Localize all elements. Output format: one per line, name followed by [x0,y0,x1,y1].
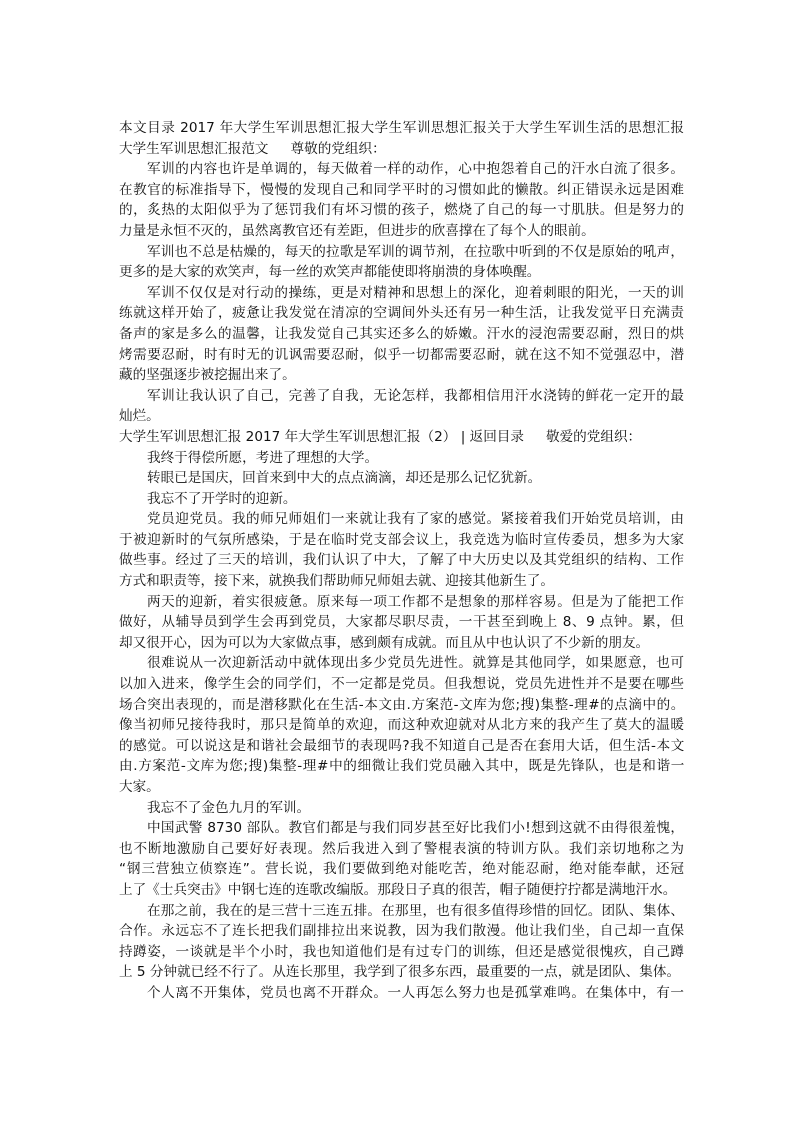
text-line: 于被迎新时的气氛所感染，于是在临时党支部会议上，我竞选为临时宣传委员，想多为大家 [119,531,684,548]
text-line: 持蹲姿，一谈就是半个小时，我也知道他们是有过专门的训练，但还是感觉很愧疚，自己蹲 [119,943,684,960]
text-line: 以加入进来，像学生会的同学们，不一定都是党员。但我想说，党员先进性并不是要在哪些 [119,676,684,693]
paragraph [119,159,684,241]
text-line: 大家。 [119,779,160,795]
paragraph [119,901,684,983]
section-title: 大学生军训思想汇报 2017 年大学生军训思想汇报（2） [119,428,457,445]
text-line: 在教官的标准指导下，慢慢的发现自己和同学平时的习惯如此的懒散。纠正错误永远是困难 [119,181,684,198]
text-line: 更多的是大家的欢笑声，每一丝的欢笑声都能使即将崩溃的身体唤醒。 [119,264,541,281]
back-to-contents-link[interactable]: 返回目录 [469,428,524,445]
text-line: 中国武警 8730 部队。教官们都是与我们同岁甚至好比我们小!想到这就不由得很羞愧， [147,820,684,837]
text-line: 上了《士兵突击》中钢七连的连歌改编版。那段日子真的很苦，帽子随便拧拧都是满地汗水。 [119,881,677,898]
paragraph [119,983,684,1004]
header-line: 本文目录 2017 年大学生军训思想汇报大学生军训思想汇报关于大学生军训生活的思想汇报 [119,120,684,136]
text-line: 由.方案范-文库为您;搜)集整-理#中的细微让我们党员融入其中，既是先锋队，也是和谐一 [119,758,684,775]
text-line: 军训让我认识了自己，完善了自我，无论怎样，我都相信用汗水浇铸的鲜花一定开的最 [147,387,684,404]
text-line: 的感觉。可以说这是和谐社会最细节的表现吗?我不知道自己是否在套用大话，但生活-本文 [119,737,684,754]
paragraph [119,242,684,283]
header-line [119,139,684,160]
text-line: 做好，从辅导员到学生会再到党员，大家都尽职尽责，一干甚至到晚上 8、9 点钟。累，但 [119,614,684,631]
paragraph [119,818,684,900]
text-line: “钢三营独立侦察连”。营长说，我们要做到绝对能吃苦，绝对能忍耐，绝对能奉献，还冠 [119,861,684,878]
text-line: 却又很开心，因为可以为大家做点事，感到颇有成就。而且从中也认识了不少新的朋友。 [119,634,650,651]
salutation: 敬爱的党组织： [545,428,642,445]
text-line: 转眼已是国庆，回首来到中大的点点滴滴，却还是那么记忆犹新。 [147,470,542,487]
text-line: 力量是永恒不灭的，虽然离教官还有差距，但进步的欣喜撑在了每个人的眼前。 [119,222,595,239]
text-line: 备声的家是多么的温馨，让我发觉自己其实还多么的娇嫩。汗水的浸泡需要忍耐，烈日的烘 [119,325,684,342]
paragraph [119,509,684,591]
paragraph [119,283,684,386]
text-line: 军训也不总是枯燥的，每天的拉歌是军训的调节剂，在拉歌中听到的不仅是原始的吼声， [147,243,684,260]
text-line: 两天的迎新，着实很疲惫。原来每一项工作都不是想象的那样容易。但是为了能把工作 [147,593,684,610]
text-line: 灿烂。 [119,408,160,425]
text-line: 党员迎党员。我的师兄师姐们一来就让我有了家的感觉。紧接着我们开始党员培训，由 [147,511,684,528]
text-line: 做些事。经过了三天的培训，我们认识了中大，了解了中大历史以及其党组织的结构、工作 [119,552,684,569]
paragraph [119,653,684,797]
text-line: 上 5 分钟就已经不行了。从连长那里，我学到了很多东西，最重要的一点，就是团队、集体。 [119,964,681,981]
text-line: 像当初师兄接待我时，那只是简单的欢迎，而这种欢迎就对从北方来的我产生了莫大的温暖 [119,717,684,734]
text-line: 我终于得偿所愿，考进了理想的大学。 [147,449,379,466]
text-line: 我忘不了开学时的迎新。 [147,490,297,507]
text-line: 的，炙热的太阳似乎为了惩罚我们有坏习惯的孩子，燃烧了自己的每一寸肌肤。但是努力的 [119,202,684,219]
separator: | [460,428,466,445]
text-line: 方式和职责等，接下来，就换我们帮助师兄师姐去就、迎接其他新生了。 [119,573,554,590]
text-line: 很难说从一次迎新活动中就体现出多少党员先进性。就算是其他同学，如果愿意，也可 [147,655,684,672]
text-line: 军训的内容也许是单调的，每天做着一样的动作，心中抱怨着自己的汗水白流了很多。 [147,161,684,178]
text-line: 也不断地激励自己要好好表现。然后我进入到了警棍表演的特训方队。我们亲切地称之为 [119,840,684,857]
text-line: 练就这样开始了，疲惫让我发觉在清凉的空调间外头还有另一种生活，让我发觉平日充满责 [119,305,684,322]
text-line: 在那之前，我在的是三营十三连五排。在那里，也有很多值得珍惜的回忆。团队、集体、 [147,902,684,919]
doc-title: 大学生军训思想汇报范文 [119,140,269,157]
salutation: 尊敬的党组织： [290,140,386,157]
text-line: 合作。永远忘不了连长把我们副排拉出来说教，因为我们散漫。他让我们坐，自己却一直保 [119,923,684,940]
section-header [119,427,684,448]
text-line: 我忘不了金色九月的军训。 [147,799,311,816]
text-line: 场合突出表现的，而是潜移默化在生活-本文由.方案范-文库为您;搜)集整-理#的点滴中的。 [119,696,684,713]
text-line: 军训不仅仅是对行动的操练，更是对精神和思想上的深化，迎着刺眼的阳光，一天的训 [147,284,684,301]
text-line: 烤需要忍耐，时有时无的讥讽需要忍耐，似乎一切都需要忍耐，就在这不知不觉强忍中，潜 [119,346,684,363]
text-line: 藏的坚强逐步被挖掘出来了。 [119,367,296,384]
paragraph [119,592,684,654]
paragraph [119,386,684,427]
text-line: 个人离不开集体，党员也离不开群众。一人再怎么努力也是孤掌难鸣。在集体中，有一 [147,984,684,1001]
